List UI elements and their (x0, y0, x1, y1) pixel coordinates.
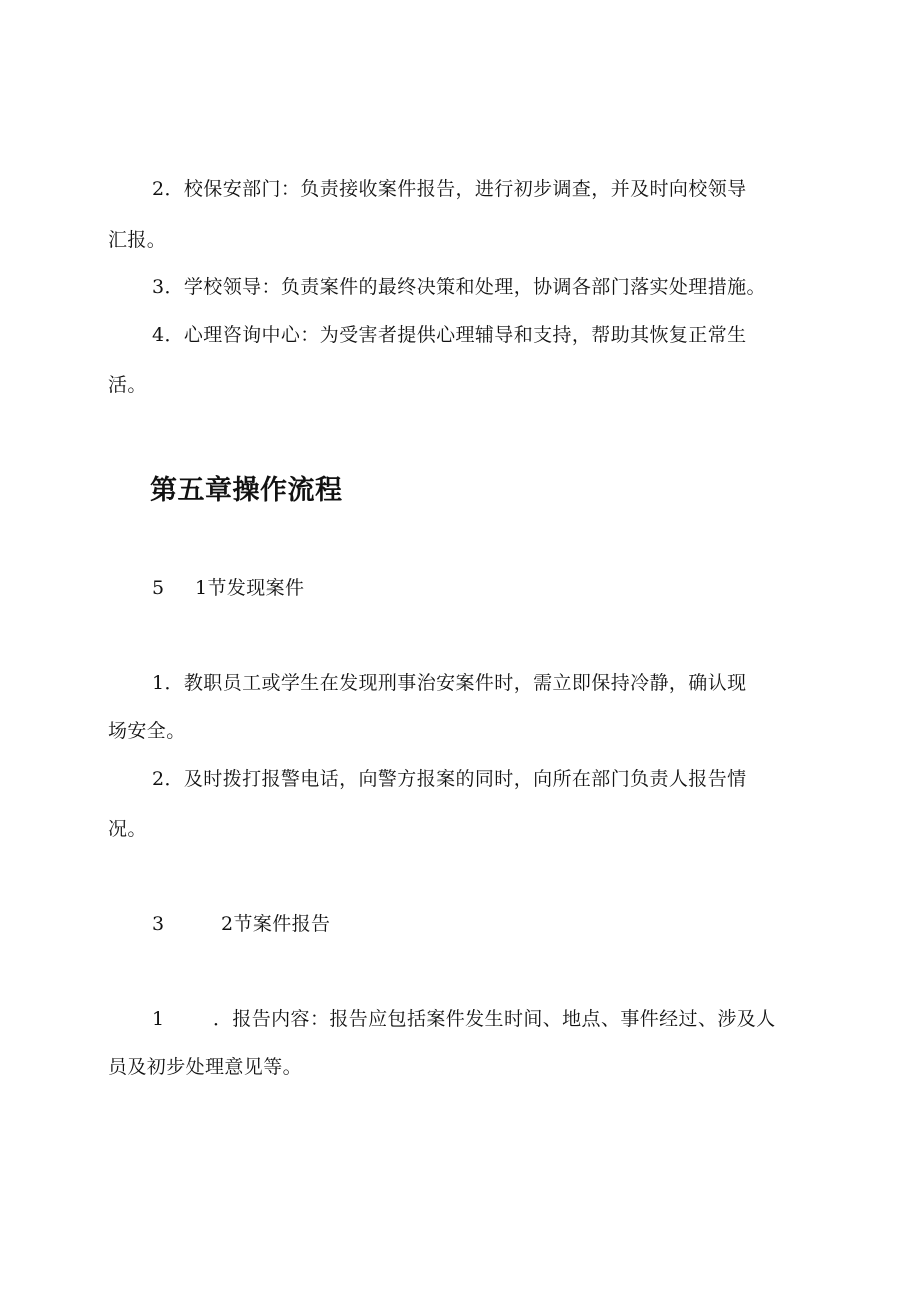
paragraph-call-police-line2: 况。 (108, 818, 147, 840)
section-title: 2节案件报告 (220, 913, 331, 935)
section-number: 5 (152, 577, 165, 599)
section-number: 3 (152, 913, 165, 935)
paragraph-report-content-line2: 员及初步处理意见等。 (108, 1056, 303, 1078)
chapter-title: 第五章操作流程 (150, 475, 343, 506)
paragraph-counseling-line2: 活。 (108, 374, 147, 396)
paragraph-discover-line2: 场安全。 (108, 720, 186, 742)
item-number: 1 (152, 1008, 165, 1030)
paragraph-school-leader: 3．学校领导：负责案件的最终决策和处理，协调各部门落实处理措施。 (152, 276, 766, 298)
paragraph-call-police-line1: 2．及时拨打报警电话，向警方报案的同时，向所在部门负责人报告情 (152, 768, 747, 790)
paragraph-discover-line1: 1．教职员工或学生在发现刑事治安案件时，需立即保持冷静，确认现 (152, 672, 747, 694)
paragraph-security-dept-line2: 汇报。 (108, 229, 167, 251)
paragraph-security-dept-line1: 2．校保安部门：负责接收案件报告，进行初步调查，并及时向校领导 (152, 178, 747, 200)
paragraph-report-content-line1 (152, 1006, 776, 1032)
paragraph-counseling-line1: 4．心理咨询中心：为受害者提供心理辅导和支持，帮助其恢复正常生 (152, 324, 747, 346)
item-text: ．报告内容：报告应包括案件发生时间、地点、事件经过、涉及人 (212, 1008, 776, 1030)
section-heading-discover (152, 575, 304, 601)
section-heading-report (152, 911, 330, 937)
section-title: 1节发现案件 (194, 577, 305, 599)
